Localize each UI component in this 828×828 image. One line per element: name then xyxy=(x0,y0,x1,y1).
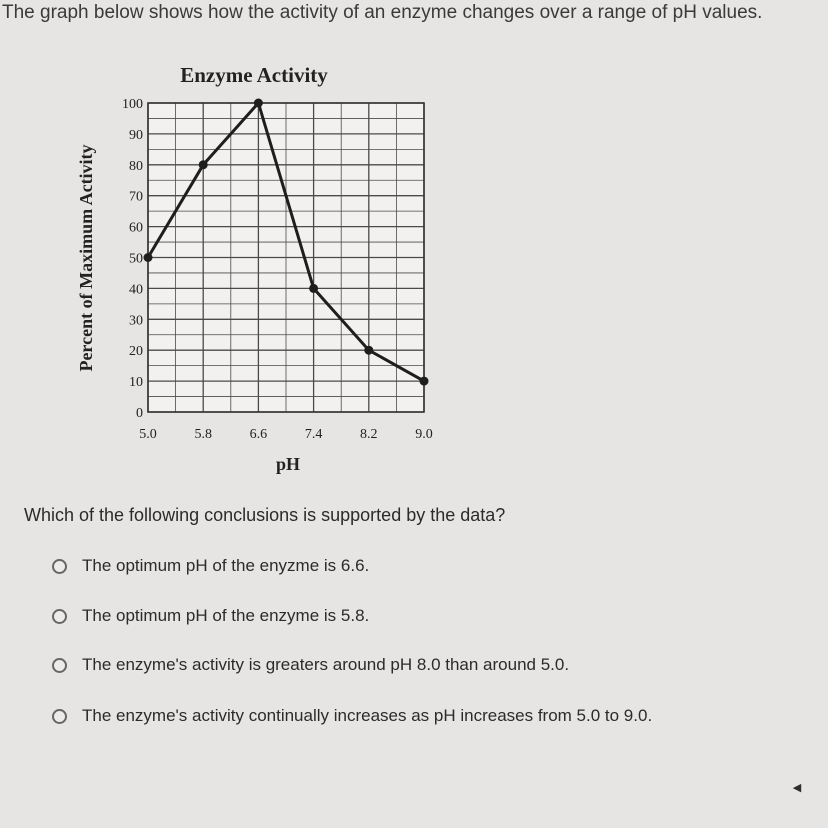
intro-text: The graph below shows how the activity of an enzyme changes over a range of pH values. xyxy=(2,2,763,23)
x-tick-label: 6.6 xyxy=(249,427,268,442)
y-tick-label: 30 xyxy=(129,313,143,329)
answer-option-label: The enzyme's activity is greaters around pH 8.0 than around 5.0. xyxy=(82,655,570,674)
answer-option-label: The optimum pH of the enyzme is 6.6. xyxy=(82,556,370,575)
x-tick-label: 7.4 xyxy=(304,427,323,442)
y-axis-label: Percent of Maximum Activity xyxy=(76,144,96,372)
data-point xyxy=(364,346,373,355)
answer-option-label: The enzyme's activity continually increases as pH increases from 5.0 to 9.0. xyxy=(82,706,653,725)
y-tick-label: 0 xyxy=(136,406,143,421)
x-tick-label: 5.8 xyxy=(194,427,212,442)
answer-option-1[interactable] xyxy=(52,553,369,579)
x-tick-label: 9.0 xyxy=(415,427,433,442)
radio-button-icon[interactable] xyxy=(52,559,67,574)
y-tick-label: 100 xyxy=(122,97,143,112)
answer-option-2[interactable] xyxy=(52,603,369,629)
y-tick-label: 50 xyxy=(129,251,143,267)
y-tick-label: 40 xyxy=(129,282,143,298)
x-tick-label: 8.2 xyxy=(360,427,378,442)
data-point xyxy=(199,160,208,169)
y-tick-label: 90 xyxy=(129,127,143,143)
data-point xyxy=(254,99,263,108)
y-tick-label: 80 xyxy=(129,158,143,174)
data-point xyxy=(420,377,429,386)
answer-option-label: The optimum pH of the enzyme is 5.8. xyxy=(82,606,370,625)
x-axis-label: pH xyxy=(275,454,301,474)
y-tick-label: 20 xyxy=(129,344,143,360)
triangle-left-icon: ◀ xyxy=(792,781,802,794)
radio-button-icon[interactable] xyxy=(52,609,67,624)
back-button[interactable] xyxy=(774,770,820,804)
answer-option-4[interactable] xyxy=(52,703,652,729)
y-tick-label: 70 xyxy=(129,189,143,205)
radio-button-icon[interactable] xyxy=(52,709,67,724)
chart-title: Enzyme Activity xyxy=(180,63,328,87)
data-point xyxy=(144,253,153,262)
answer-option-3[interactable] xyxy=(52,652,569,678)
y-tick-label: 10 xyxy=(129,375,143,391)
data-point xyxy=(309,284,318,293)
radio-button-icon[interactable] xyxy=(52,658,67,673)
y-tick-label: 60 xyxy=(129,220,143,236)
question-text: Which of the following conclusions is supported by the data? xyxy=(24,505,506,525)
x-tick-label: 5.0 xyxy=(139,427,157,442)
grid xyxy=(148,103,424,412)
